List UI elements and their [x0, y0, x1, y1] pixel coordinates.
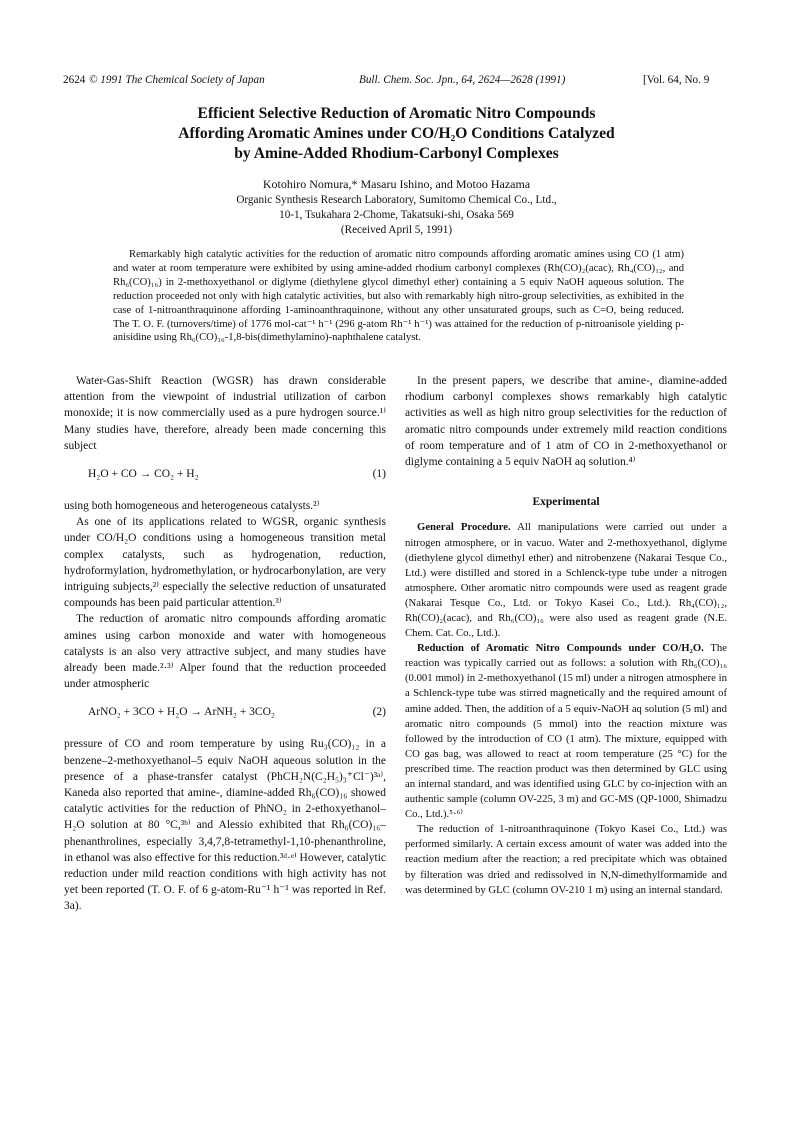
- paragraph-text: All manipulations were carried out under a nitrogen atmosphere, or in vacuo. Water and 2-methoxyethanol, diglyme (diethylene glycol dimethyl ether) and nitrobenzene (Nakarai Tesque Co., Ltd.) were distilled and stored in a Schlenck-type tube under a nitrogen atmosphere. Other aromatic nitro compounds were used as reagent grade (Nakarai Tesque Co., Ltd. or Tokyo Kasei Co., Ltd.). Rh₄(CO)₁₂, Rh(CO)₂(acac), and Rh₆(CO)₁₆ were also used as reagent grade (N.E. Chem. Cat. Co., Ltd.).: [405, 521, 727, 640]
- paragraph: The reduction of 1-nitroanthraquinone (Tokyo Kasei Co., Ltd.) was performed similarly. A certain excess amount of water was added into the reaction medium after the reaction; a red precipitate which was obtained by filteration was dried and redissolved in N,N-dimethylformamide and was determined by GLC (column OV-210 1 m) using an internal standard.: [405, 823, 727, 896]
- left-column: [64, 373, 386, 915]
- paragraph-general-procedure: [405, 520, 727, 641]
- subsection-heading: General Procedure.: [417, 521, 511, 534]
- authors: Kotohiro Nomura,* Masaru Ishino, and Motoo Hazama: [262, 177, 531, 191]
- paragraph: using both homogeneous and heterogeneous catalysts.²⁾: [64, 500, 320, 513]
- title-line-2: Affording Aromatic Amines under CO/H₂O Conditions Catalyzed: [178, 125, 615, 142]
- equation-2: [64, 704, 386, 724]
- affiliation-line-2: 10-1, Tsukahara 2-Chome, Takatsuki-shi, Osaka 569: [279, 209, 514, 221]
- paragraph: Water-Gas-Shift Reaction (WGSR) has drawn considerable attention from the viewpoint of industrial utilization of carbon monoxide; it is now commercially used as a pure hydrogen source.¹⁾ Many studies have, therefore, already been made concerning this subject: [64, 375, 386, 452]
- section-heading: Experimental: [532, 496, 600, 509]
- paragraph: The reduction of aromatic nitro compounds affording aromatic amines using carbon monoxide and water with homogeneous catalysts is an also very attractive subject, and many studies have already been made.²·³⁾ Alper found that the reduction proceeded under atmospheric: [64, 613, 386, 691]
- equation-formula: ArNO₂ + 3CO + H₂O → ArNH₂ + 3CO₂: [88, 706, 275, 719]
- equation-formula: H₂O + CO → CO₂ + H₂: [88, 468, 199, 481]
- paper-title: [60, 104, 733, 164]
- affiliation: [60, 193, 733, 238]
- title-line-1: Efficient Selective Reduction of Aromatic Nitro Compounds: [197, 105, 596, 122]
- title-line-3: by Amine-Added Rhodium-Carbonyl Complexes: [234, 145, 559, 162]
- paragraph-text: The reaction was typically carried out as follows: a solution with Rh₆(CO)₁₆ (0.001 mmol) in 2-methoxyethanol (15 ml) under a nitrogen atmosphere in a Schlenck-type tube was stirred magnetically and the required amount of amine added. Then, the addition of a 5 equiv-NaOH aq solution (5 ml) and aromatic nitro compounds (5 mmol) into the reaction mixture was followed by the introduction of CO (1 atm). The mixture, equipped with CO gas bag, was allowed to react at room temperature (25 °C) for the prescribed time. The reaction product was then determined by GLC using an internal standard, and was identified using GLC by co-injection with an authentic sample (column OV-225, 3 m) and GC-MS (QP-1000, Shimadzu Co., Ltd.).⁵·⁶⁾: [405, 642, 727, 821]
- equation-1: [64, 466, 386, 486]
- subsection-heading: Reduction of Aromatic Nitro Compounds under CO/H₂O.: [417, 642, 704, 655]
- paragraph-reduction: [405, 641, 727, 822]
- page-number: 2624: [63, 74, 86, 86]
- volume-issue: [Vol. 64, No. 9: [643, 74, 710, 86]
- experimental-body: [405, 520, 727, 897]
- paragraph: As one of its applications related to WGSR, organic synthesis under CO/H₂O conditions using a homogeneous transition metal complex catalysts, such as hydrogenation, reduction, hydroformylation, hydromethylation, or hydrocarbonylation, are very intriguing subjects,²⁾ especially the selective reduction of unsaturated compounds has been paid particular attention.³⁾: [64, 516, 386, 610]
- received-date: (Received April 5, 1991): [340, 224, 453, 236]
- running-header: [63, 74, 731, 90]
- abstract: Remarkably high catalytic activities for the reduction of aromatic nitro compounds affording aromatic amines using CO (1 atm) and water at room temperature were exhibited by using amine-added rhodium carbonyl complexes (Rh(CO)₂(acac), Rh₄(CO)₁₂, and Rh₆(CO)₁₆) in 2-methoxyethanol or diglyme (diethylene glycol dimethyl ether) containing a 5 equiv NaOH aqueous solution. The reduction proceeded not only with high catalytic activities, but also with remarkably high nitro-group selectivities, as exhibited in the case of 1-nitroanthraquinone affording 1-aminoanthraquinone, without any other unsaturated groups, such as C=O, being reduced. The T. O. F. (turnovers/time) of 1776 mol-cat⁻¹ h⁻¹ (296 g-atom Rh⁻¹ h⁻¹) was attained for the reduction of p-nitroanisole yielding p-anisidine using Rh₆(CO)₁₆-1,8-bis(dimethylamino)-naphthalene catalyst.: [113, 249, 684, 344]
- equation-number: (2): [372, 706, 386, 719]
- copyright: © 1991 The Chemical Society of Japan: [89, 74, 265, 86]
- affiliation-line-1: Organic Synthesis Research Laboratory, Sumitomo Chemical Co., Ltd.,: [236, 194, 557, 206]
- right-column: [405, 373, 727, 898]
- paragraph: pressure of CO and room temperature by using Ru₃(CO)₁₂ in a benzene–2-methoxyethanol–5 equiv NaOH aqueous solution in the presence of a phase-transfer catalyst (PhCH₂N(C₂H₅)₃⁺Cl⁻)³ᵃ⁾, Kaneda also reported that amine-, diamine-added Rh₆(CO)₁₆ showed catalytic activities for the reduction of PhNO₂ in 2-ethoxyethanol–H₂O solution at 80 °C,³ᵇ⁾ and Alessio exhibited that Rh₆(CO)₁₆–phenanthrolines, especially 3,4,7,8-tetramethyl-1,10-phenanthroline, in ethanol was also effective for this reduction.³ᵈ·ᵉ⁾ However, catalytic reduction under mild reaction conditions with high activity has not yet been reported (T. O. F. of 6 g-atom-Ru⁻¹ h⁻¹ was reported in Ref. 3a).: [64, 738, 386, 913]
- paragraph: In the present papers, we describe that amine-, diamine-added rhodium carbonyl complexes shows remarkably high catalytic activities as well as high nitro group selectivities for the reduction of aromatic nitro compounds under extremely mild reaction conditions of room temperature and of 1 atm of CO in 2-methoxyethanol or diglyme containing a 5 equiv NaOH aq solution.⁴⁾: [405, 375, 727, 469]
- equation-number: (1): [372, 468, 386, 481]
- journal-citation: Bull. Chem. Soc. Jpn., 64, 2624—2628 (1991): [359, 74, 566, 86]
